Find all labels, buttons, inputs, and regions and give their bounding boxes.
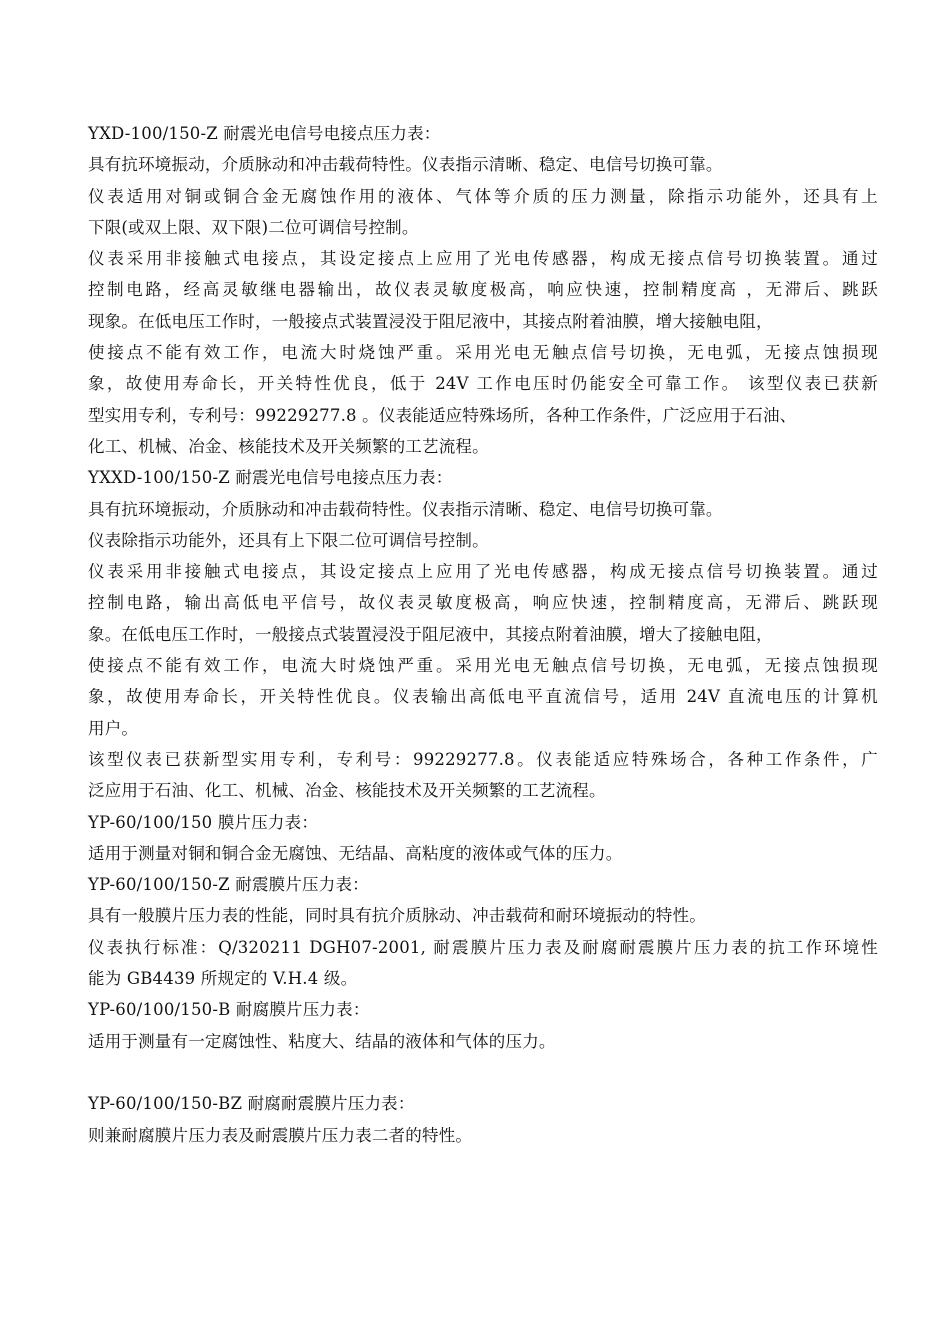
paragraph-line: 使接点不能有效工作，电流大时烧蚀严重。采用光电无触点信号切换，无电弧，无接点蚀损现 — [88, 656, 878, 676]
paragraph-line: 具有抗环境振动，介质脉动和冲击载荷特性。仪表指示清晰、稳定、电信号切换可靠。 — [88, 499, 723, 519]
paragraph-line: 仪表除指示功能外，还具有上下限二位可调信号控制。 — [88, 530, 489, 550]
paragraph-line: 适用于测量对铜和铜合金无腐蚀、无结晶、高粘度的液体或气体的压力。 — [88, 843, 623, 863]
section-heading: YXD-100/150-Z 耐震光电信号电接点压力表： — [88, 124, 441, 143]
section-yxd — [88, 118, 878, 462]
paragraph-line: 象，故使用寿命长，开关特性优良。仪表输出高低电平直流信号，适用 24V 直流电压的计算机 — [88, 687, 878, 707]
paragraph-line: 该型仪表已获新型实用专利，专利号：99229277.8。仪表能适应特殊场合，各种工作条件，广 — [88, 749, 878, 769]
section-heading: YP-60/100/150 膜片压力表： — [88, 812, 319, 832]
paragraph-line: 仪表采用非接触式电接点，其设定接点上应用了光电传感器，构成无接点信号切换装置。通过 — [88, 249, 878, 269]
paragraph-line: 现象。在低电压工作时，一般接点式装置浸没于阻尼液中，其接点附着油膜，增大接触电阻， — [88, 311, 773, 331]
paragraph-line: 仪表执行标准：Q/320211 DGH07-2001, 耐震膜片压力表及耐腐耐震膜片压力表的抗工作环境性 — [88, 937, 878, 957]
paragraph-line: 控制电路，输出高低电平信号，故仪表灵敏度极高，响应快速，控制精度高，无滞后、跳跃现 — [88, 593, 878, 613]
paragraph-line: 使接点不能有效工作，电流大时烧蚀严重。采用光电无触点信号切换，无电弧，无接点蚀损现 — [88, 343, 878, 363]
document-page — [88, 118, 878, 1151]
section-heading: YP-60/100/150-Z 耐震膜片压力表： — [88, 875, 369, 895]
paragraph-line: 象。在低电压工作时，一般接点式装置浸没于阻尼液中，其接点附着油膜，增大了接触电阻， — [88, 624, 773, 644]
section-yp-bz — [88, 1088, 878, 1151]
paragraph-line: 下限(或双上限、双下限)二位可调信号控制。 — [88, 217, 419, 237]
paragraph-line: 仪表适用对铜或铜合金无腐蚀作用的液体、气体等介质的压力测量，除指示功能外，还具有上 — [88, 186, 878, 206]
section-heading: YXXD-100/150-Z 耐震光电信号电接点压力表： — [88, 468, 453, 488]
paragraph-line: 型实用专利，专利号：99229277.8 。仪表能适应特殊场所，各种工作条件，广泛应用于石油、 — [88, 405, 797, 425]
paragraph-line: 能为 GB4439 所规定的 V.H.4 级。 — [88, 969, 358, 989]
paragraph-line: 泛应用于石油、化工、机械、冶金、核能技术及开关频繁的工艺流程。 — [88, 781, 606, 801]
blank-line — [88, 1057, 878, 1088]
paragraph-line: 适用于测量有一定腐蚀性、粘度大、结晶的液体和气体的压力。 — [88, 1031, 556, 1051]
paragraph-line: 化工、机械、冶金、核能技术及开关频繁的工艺流程。 — [88, 436, 489, 456]
paragraph-line: 仪表采用非接触式电接点，其设定接点上应用了光电传感器，构成无接点信号切换装置。通过 — [88, 562, 878, 582]
section-yp-z — [88, 869, 878, 994]
paragraph-line: 控制电路，经高灵敏继电器输出，故仪表灵敏度极高，响应快速，控制精度高 ，无滞后、跳跃 — [88, 280, 878, 300]
paragraph-line: 用户。 — [88, 718, 139, 738]
paragraph-line: 象，故使用寿命长，开关特性优良，低于 24V 工作电压时仍能安全可靠工作。 该型仪表已获新 — [88, 374, 878, 394]
section-yp-b — [88, 994, 878, 1057]
paragraph-line: 具有抗环境振动，介质脉动和冲击载荷特性。仪表指示清晰、稳定、电信号切换可靠。 — [88, 155, 723, 175]
paragraph-line: 则兼耐腐膜片压力表及耐震膜片压力表二者的特性。 — [88, 1125, 473, 1145]
section-heading: YP-60/100/150-B 耐腐膜片压力表： — [88, 1000, 370, 1020]
section-yxxd — [88, 462, 878, 806]
section-heading: YP-60/100/150-BZ 耐腐耐震膜片压力表： — [88, 1094, 415, 1114]
section-yp — [88, 807, 878, 870]
paragraph-line: 具有一般膜片压力表的性能，同时具有抗介质脉动、冲击载荷和耐环境振动的特性。 — [88, 906, 706, 926]
